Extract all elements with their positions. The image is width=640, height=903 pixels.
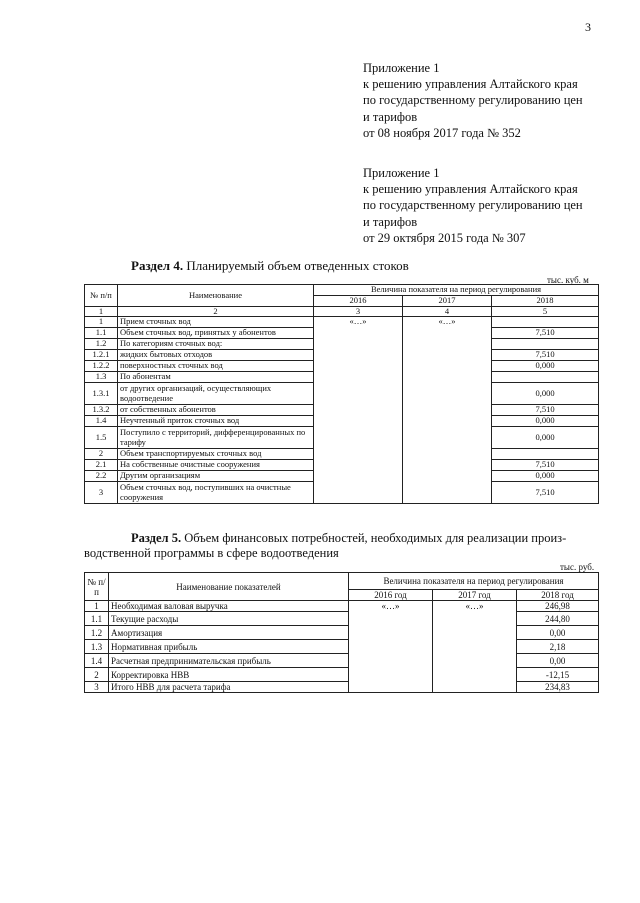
value-2018: 0,000 — [492, 361, 599, 372]
table-row — [85, 682, 599, 693]
row-num: 2.2 — [85, 471, 118, 482]
row-name: жидких бытовых отходов — [118, 350, 314, 361]
row-num: 1.2 — [85, 626, 109, 640]
value-2018 — [492, 372, 599, 383]
row-name: По абонентам — [118, 372, 314, 383]
page-number: 3 — [585, 20, 591, 34]
row-num: 1.3.1 — [85, 383, 118, 405]
row-num: 2 — [85, 668, 109, 682]
header-num: № п/п — [85, 573, 109, 601]
value-2018: 234,83 — [517, 682, 599, 693]
value-2018: 2,18 — [517, 640, 599, 654]
value-2018: 7,510 — [492, 405, 599, 416]
section4-table — [84, 284, 599, 504]
value-2016: «…» — [349, 601, 433, 693]
appendix-line: и тарифов — [363, 109, 418, 124]
section4-unit: тыс. куб. м — [547, 275, 589, 285]
value-2017: «…» — [433, 601, 517, 693]
table-row — [85, 612, 599, 626]
header-name: Наименование показателей — [109, 573, 349, 601]
header-year: 2017 — [403, 296, 492, 307]
appendix-line: к решению управления Алтайского края — [363, 77, 578, 92]
value-2018: 0,000 — [492, 383, 599, 405]
row-num: 1.3 — [85, 372, 118, 383]
table-row — [85, 626, 599, 640]
index-cell: 2 — [118, 306, 314, 317]
section5-title-text: Объем финансовых потребностей, необходимых для реализации произ- — [181, 531, 567, 545]
row-num: 3 — [85, 482, 118, 504]
header-period: Величина показателя на период регулирования — [314, 285, 599, 296]
index-cell: 3 — [314, 306, 403, 317]
header-year: 2016 — [314, 296, 403, 307]
value-2017: «…» — [403, 317, 492, 504]
value-2018: 7,510 — [492, 482, 599, 504]
appendix-line: и тарифов — [363, 214, 418, 229]
header-period: Величина показателя на период регулирования — [349, 573, 599, 590]
section5-title-bold: Раздел 5. — [131, 531, 182, 545]
row-name: Другим организациям — [118, 471, 314, 482]
row-name: На собственные очистные сооружения — [118, 460, 314, 471]
row-name: Итого НВВ для расчета тарифа — [109, 682, 349, 693]
table-row — [85, 601, 599, 612]
value-2018: 244,80 — [517, 612, 599, 626]
header-year: 2017 год — [433, 590, 517, 601]
row-name: Нормативная прибыль — [109, 640, 349, 654]
value-2018: 7,510 — [492, 350, 599, 361]
index-cell: 4 — [403, 306, 492, 317]
header-name: Наименование — [118, 285, 314, 307]
section5-title-line1 — [131, 531, 566, 546]
appendix-line: от 29 октября 2015 года № 307 — [363, 230, 526, 245]
row-name: от других организаций, осуществляющих водоотведение — [118, 383, 314, 405]
row-name: Корректировка НВВ — [109, 668, 349, 682]
header-year: 2016 год — [349, 590, 433, 601]
value-2016: «…» — [314, 317, 403, 504]
index-row — [85, 306, 599, 317]
value-2018 — [492, 449, 599, 460]
value-2018: -12,15 — [517, 668, 599, 682]
value-2018: 7,510 — [492, 460, 599, 471]
row-name: Объем сточных вод, поступивших на очистные сооружения — [118, 482, 314, 504]
row-num: 1.2.2 — [85, 361, 118, 372]
header-num: № п/п — [85, 285, 118, 307]
value-2018 — [492, 339, 599, 350]
value-2018: 0,00 — [517, 626, 599, 640]
value-2018: 0,00 — [517, 654, 599, 668]
index-cell: 5 — [492, 306, 599, 317]
row-name: поверхностных сточных вод — [118, 361, 314, 372]
row-name: Объем сточных вод, принятых у абонентов — [118, 328, 314, 339]
table-row — [85, 640, 599, 654]
row-name: Неучтенный приток сточных вод — [118, 416, 314, 427]
row-name: Необходимая валовая выручка — [109, 601, 349, 612]
header-year: 2018 год — [517, 590, 599, 601]
row-num: 1 — [85, 601, 109, 612]
value-2018: 7,510 — [492, 328, 599, 339]
value-2018 — [492, 317, 599, 328]
index-cell: 1 — [85, 306, 118, 317]
value-2018: 246,98 — [517, 601, 599, 612]
appendix-line: по государственному регулированию цен — [363, 198, 583, 213]
section4-title-text: Планируемый объем отведенных стоков — [183, 258, 409, 273]
row-name: Поступило с территорий, дифференцированных по тарифу — [118, 427, 314, 449]
appendix-line: к решению управления Алтайского края — [363, 182, 578, 197]
row-num: 1.5 — [85, 427, 118, 449]
row-num: 3 — [85, 682, 109, 693]
section4-title — [131, 258, 409, 274]
section5-unit: тыс. руб. — [560, 562, 595, 572]
row-name: По категориям сточных вод: — [118, 339, 314, 350]
table-row — [85, 654, 599, 668]
row-num: 1 — [85, 317, 118, 328]
row-num: 2 — [85, 449, 118, 460]
row-num: 1.3 — [85, 640, 109, 654]
value-2018: 0,000 — [492, 416, 599, 427]
row-num: 1.4 — [85, 416, 118, 427]
row-name: Объем транспортируемых сточных вод — [118, 449, 314, 460]
row-num: 1.1 — [85, 328, 118, 339]
row-name: Амортизация — [109, 626, 349, 640]
appendix-original-block — [363, 165, 583, 246]
row-name: Прием сточных вод — [118, 317, 314, 328]
section5-title-line2: водственной программы в сфере водоотведения — [84, 546, 339, 560]
table-row — [85, 668, 599, 682]
value-2018: 0,000 — [492, 471, 599, 482]
appendix-line: Приложение 1 — [363, 61, 440, 75]
section4-title-bold: Раздел 4. — [131, 258, 184, 273]
value-2018: 0,000 — [492, 427, 599, 449]
row-num: 1.2 — [85, 339, 118, 350]
row-name: Расчетная предпринимательская прибыль — [109, 654, 349, 668]
row-num: 2.1 — [85, 460, 118, 471]
appendix-line: по государственному регулированию цен — [363, 93, 583, 108]
appendix-line: Приложение 1 — [363, 166, 440, 180]
section5-table — [84, 572, 599, 693]
row-num: 1.1 — [85, 612, 109, 626]
table-row — [85, 317, 599, 328]
row-num: 1.2.1 — [85, 350, 118, 361]
appendix-current-block — [363, 60, 583, 141]
row-name: от собственных абонентов — [118, 405, 314, 416]
appendix-line: от 08 ноября 2017 года № 352 — [363, 125, 521, 140]
row-name: Текущие расходы — [109, 612, 349, 626]
row-num: 1.4 — [85, 654, 109, 668]
header-year: 2018 — [492, 296, 599, 307]
row-num: 1.3.2 — [85, 405, 118, 416]
